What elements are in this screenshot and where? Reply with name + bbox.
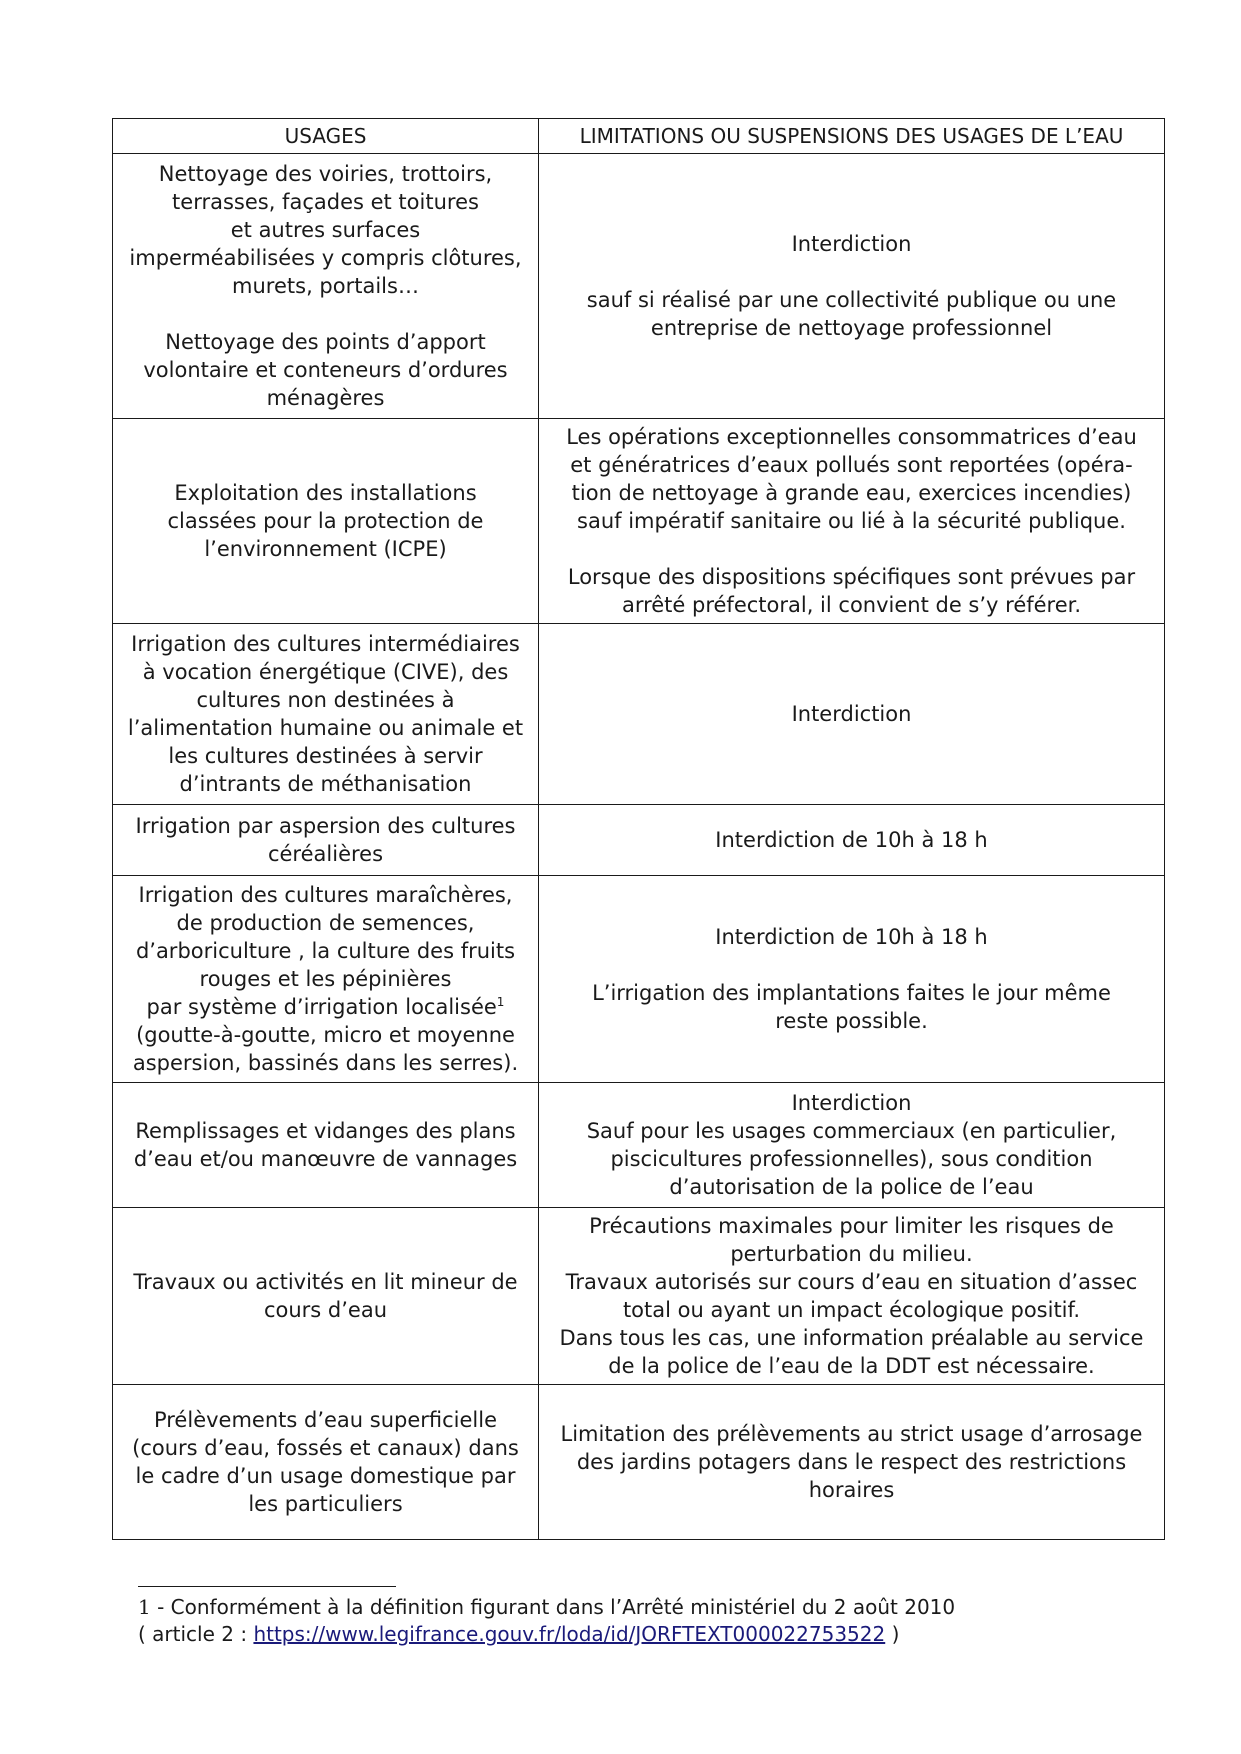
- limitation-cell: Précautions maximales pour limiter les risques de perturbation du milieu. Travaux autorisés sur cours d’eau en situation d’assec total ou ayant un impact écologique positif. Dans tous les cas, une information préalable au service de la police de l’eau de la DDT est nécessaire.: [539, 1208, 1165, 1385]
- limitation-cell: [539, 419, 1165, 624]
- usage-cell: Irrigation des cultures intermédiaires à vocation énergétique (CIVE), des cultures non destinées à l’alimentation humaine ou animale et les cultures destinées à servir d’intrants de méthanisation: [113, 624, 539, 805]
- table-row: [113, 1208, 1165, 1385]
- limitation-cell: Interdiction Sauf pour les usages commerciaux (en particulier, piscicultures professionnelles), sous condition d’autorisation de la police de l’eau: [539, 1083, 1165, 1208]
- limitation-cell: [539, 154, 1165, 419]
- limitation-cell: Interdiction: [539, 624, 1165, 805]
- table-row: [113, 1385, 1165, 1540]
- footnote-divider: [138, 1586, 396, 1587]
- footnote-ref-prefix: ( article 2 :: [138, 1622, 254, 1646]
- table-header-row: [113, 119, 1165, 154]
- footnote-marker: 1: [496, 995, 505, 1009]
- header-limitations: LIMITATIONS OU SUSPENSIONS DES USAGES DE L’EAU: [539, 119, 1165, 154]
- limitation-text: L’irrigation des implantations faites le jour même reste possible.: [592, 981, 1111, 1033]
- limitation-text: Lorsque des dispositions spécifiques sont prévues par arrêté préfectoral, il convient de s’y référer.: [567, 565, 1136, 617]
- table-row: [113, 624, 1165, 805]
- usage-text: Nettoyage des points d’apport volontaire et conteneurs d’ordures ménagères: [143, 330, 508, 410]
- table-row: [113, 154, 1165, 419]
- usage-text: Nettoyage des voiries, trottoirs, terrasses, façades et toitures et autres surfaces imperméabilisées y compris clôtures, murets, portails…: [129, 162, 522, 298]
- limitation-text: Les opérations exceptionnelles consommatrices d’eau et génératrices d’eaux pollués sont reportées (opéra- tion de nettoyage à grande eau, exercices incendies) sauf impératif sanitaire ou lié à la sécurité publique.: [566, 425, 1137, 533]
- table-row: [113, 419, 1165, 624]
- limitation-cell: [539, 876, 1165, 1083]
- usage-cell: Prélèvements d’eau superficielle (cours d’eau, fossés et canaux) dans le cadre d’un usage domestique par les particuliers: [113, 1385, 539, 1540]
- usage-cell: [113, 154, 539, 419]
- usage-cell: [113, 876, 539, 1083]
- footnote-number: 1: [138, 1595, 151, 1619]
- table-row: [113, 1083, 1165, 1208]
- usage-cell: Remplissages et vidanges des plans d’eau et/ou manœuvre de vannages: [113, 1083, 539, 1208]
- usage-text: (goutte-à-goutte, micro et moyenne aspersion, bassinés dans les serres).: [132, 1023, 519, 1075]
- limitation-text: Interdiction: [791, 232, 912, 256]
- limitation-text: Interdiction de 10h à 18 h: [715, 925, 988, 949]
- limitation-cell: Limitation des prélèvements au strict usage d’arrosage des jardins potagers dans le respect des restrictions horaires: [539, 1385, 1165, 1540]
- footnote-line-1: [138, 1594, 1138, 1621]
- usage-cell: Irrigation par aspersion des cultures céréalières: [113, 805, 539, 876]
- footnote-ref-suffix: ): [885, 1622, 900, 1646]
- table-row: [113, 805, 1165, 876]
- table-row: [113, 876, 1165, 1083]
- usage-text: Irrigation des cultures maraîchères, de production de semences, d’arboriculture , la culture des fruits rouges et les pépinières par système d’irrigation localisée: [135, 883, 516, 1019]
- usage-cell: Travaux ou activités en lit mineur de cours d’eau: [113, 1208, 539, 1385]
- legifrance-link[interactable]: https://www.legifrance.gouv.fr/loda/id/JORFTEXT000022753522: [253, 1622, 886, 1646]
- header-usages: USAGES: [113, 119, 539, 154]
- limitation-cell: Interdiction de 10h à 18 h: [539, 805, 1165, 876]
- water-usage-restrictions-table: [112, 118, 1165, 1540]
- footnote-text: - Conformément à la définition figurant dans l’Arrêté ministériel du 2 août 2010: [150, 1595, 956, 1619]
- usage-cell: Exploitation des installations classées pour la protection de l’environnement (ICPE): [113, 419, 539, 624]
- footnote: [138, 1594, 1138, 1648]
- footnote-line-2: [138, 1621, 1138, 1648]
- limitation-text: sauf si réalisé par une collectivité publique ou une entreprise de nettoyage professionnel: [586, 288, 1117, 340]
